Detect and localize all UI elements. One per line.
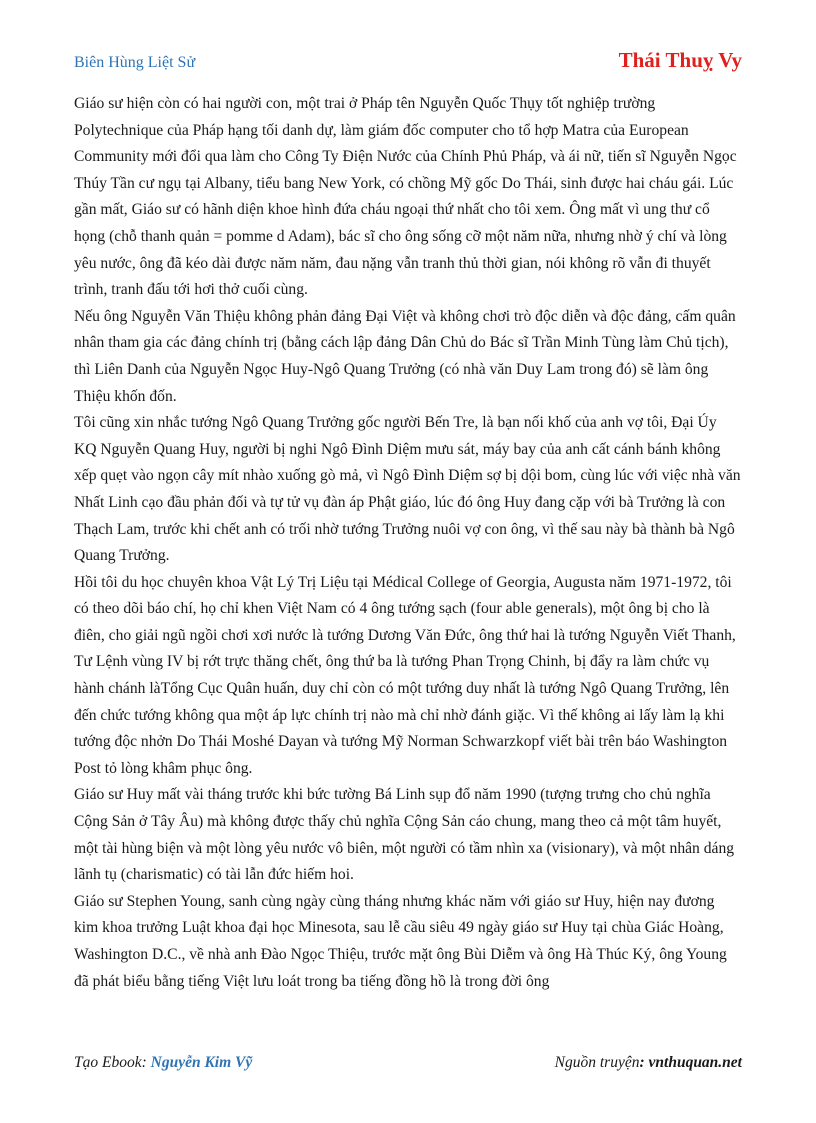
paragraph: Giáo sư hiện còn có hai người con, một trai ở Pháp tên Nguyễn Quốc Thụy tốt nghiệp trường Polytechnique của Pháp hạng tối danh dự, làm giám đốc computer cho tổ hợp Matra của European Community mới đổi qua làm cho Công Ty Điện Nước của Chính Phủ Pháp, và ái nữ, tiến sĩ Nguyễn Ngọc Thúy Tần cư ngụ tại Albany, tiểu bang New York, có chồng Mỹ gốc Do Thái, sinh được hai cháu gái. Lúc gần mất, Giáo sư có hãnh diện khoe hình đứa cháu ngoại thứ nhất cho tôi xem. Ông mất vì ung thư cổ họng (chỗ thanh quản = pomme d Adam), bác sĩ cho ông sống cỡ một năm nữa, nhưng nhờ ý chí và lòng yêu nước, ông đã kéo dài được năm năm, đau nặng vẫn tranh thủ thời gian, nói không rõ vẫn đi thuyết trình, tranh đấu tới hơi thở cuối cùng. <box>74 95 737 299</box>
page-header <box>74 48 742 78</box>
ebook-separator: : <box>141 1054 151 1071</box>
page-footer <box>74 1054 742 1078</box>
author-name: Thái Thuỵ Vy <box>618 48 742 72</box>
paragraph: Nếu ông Nguyễn Văn Thiệu không phản đảng Đại Việt và không chơi trò độc diễn và độc đảng, cấm quân nhân tham gia các đảng chính trị (bằng cách lập đảng Dân Chủ do Bác sĩ Trần Minh Tùng làm Chủ tịch), thì Liên Danh của Nguyễn Ngọc Huy-Ngô Quang Trưởng (có nhà văn Duy Lam trong đó) sẽ làm ông Thiệu khốn đốn. <box>74 307 736 405</box>
ebook-label: Tạo Ebook <box>74 1054 142 1071</box>
book-title: Biên Hùng Liệt Sử <box>74 54 196 71</box>
paragraph: Giáo sư Stephen Young, sanh cùng ngày cùng tháng nhưng khác năm với giáo sư Huy, hiện nay đương kim khoa trưởng Luật khoa đại học Minesota, sau lễ cầu siêu 49 ngày giáo sư Huy tại chùa Giác Hoàng, Washington D.C., về nhà anh Đào Ngọc Thiệu, trước mặt ông Bùi Diễm và ông Hà Thúc Ký, ông Young đã phát biểu bằng tiếng Việt lưu loát trong ba tiếng đồng hồ là trong đời ông <box>74 892 727 990</box>
paragraph: Hồi tôi du học chuyên khoa Vật Lý Trị Liệu tại Médical College of Georgia, Augusta năm 1971-1972, tôi có theo dõi báo chí, họ chỉ khen Việt Nam có 4 ông tướng sạch (four able generals), một ông bị cho là điên, cho giải ngũ ngồi chơi xơi nước là tướng Dương Văn Đức, ông thứ hai là tướng Nguyễn Viết Thanh, Tư Lệnh vùng IV bị rớt trực thăng chết, ông thứ ba là tướng Phan Trọng Chinh, bị đẩy ra làm chức vụ hành chánh làTổng Cục Quân huấn, duy chỉ còn có một tướng duy nhất là tướng Ngô Quang Trưởng, lên đến chức tướng không qua một áp lực chính trị nào mà chỉ nhờ đánh giặc. Vì thế không ai lấy làm lạ khi tướng độc nhởn Do Thái Moshé Dayan và tướng Mỹ Norman Schwarzkopf viết bài trên báo Washington Post tỏ lòng khâm phục ông. <box>74 573 736 777</box>
source-label: Nguồn truyện <box>554 1054 640 1071</box>
paragraph: Tôi cũng xin nhắc tướng Ngô Quang Trưởng gốc người Bến Tre, là bạn nối khố của anh vợ tôi, Đại Úy KQ Nguyễn Quang Huy, người bị nghi Ngô Đình Diệm mưu sát, máy bay của anh cất cánh bánh không xếp quẹt vào ngọn cây mít nhào xuống gò mả, vì Ngô Đình Diệm sợ bị dội bom, cùng lúc với việc nhà văn Nhất Linh cạo đầu phản đối và tự tử vụ đàn áp Phật giáo, lúc đó ông Huy đang cặp với bà Trưởng là con Thạch Lam, trước khi chết anh có trối nhờ tướng Trưởng nuôi vợ con ông, vì thế sau này bà thành bà Ngô Quang Trưởng. <box>74 414 741 565</box>
source-separator: : <box>639 1054 649 1071</box>
source-website[interactable]: vnthuquan.net <box>648 1054 742 1071</box>
ebook-creator-name: Nguyễn Kim Vỹ <box>150 1054 253 1071</box>
paragraph: Giáo sư Huy mất vài tháng trước khi bức tường Bá Linh sụp đổ năm 1990 (tượng trưng cho chủ nghĩa Cộng Sản ở Tây Âu) mà không được thấy chủ nghĩa Cộng Sản cáo chung, mang theo cả một tâm huyết, một tài hùng biện và một lòng yêu nước vô biên, một người có tầm nhìn xa (visionary), và một nhân dáng lãnh tụ (charismatic) có tài lẫn đức hiếm hoi. <box>74 786 735 884</box>
source-credit <box>555 1054 742 1072</box>
body-text <box>74 91 742 995</box>
ebook-credit <box>74 1054 252 1072</box>
